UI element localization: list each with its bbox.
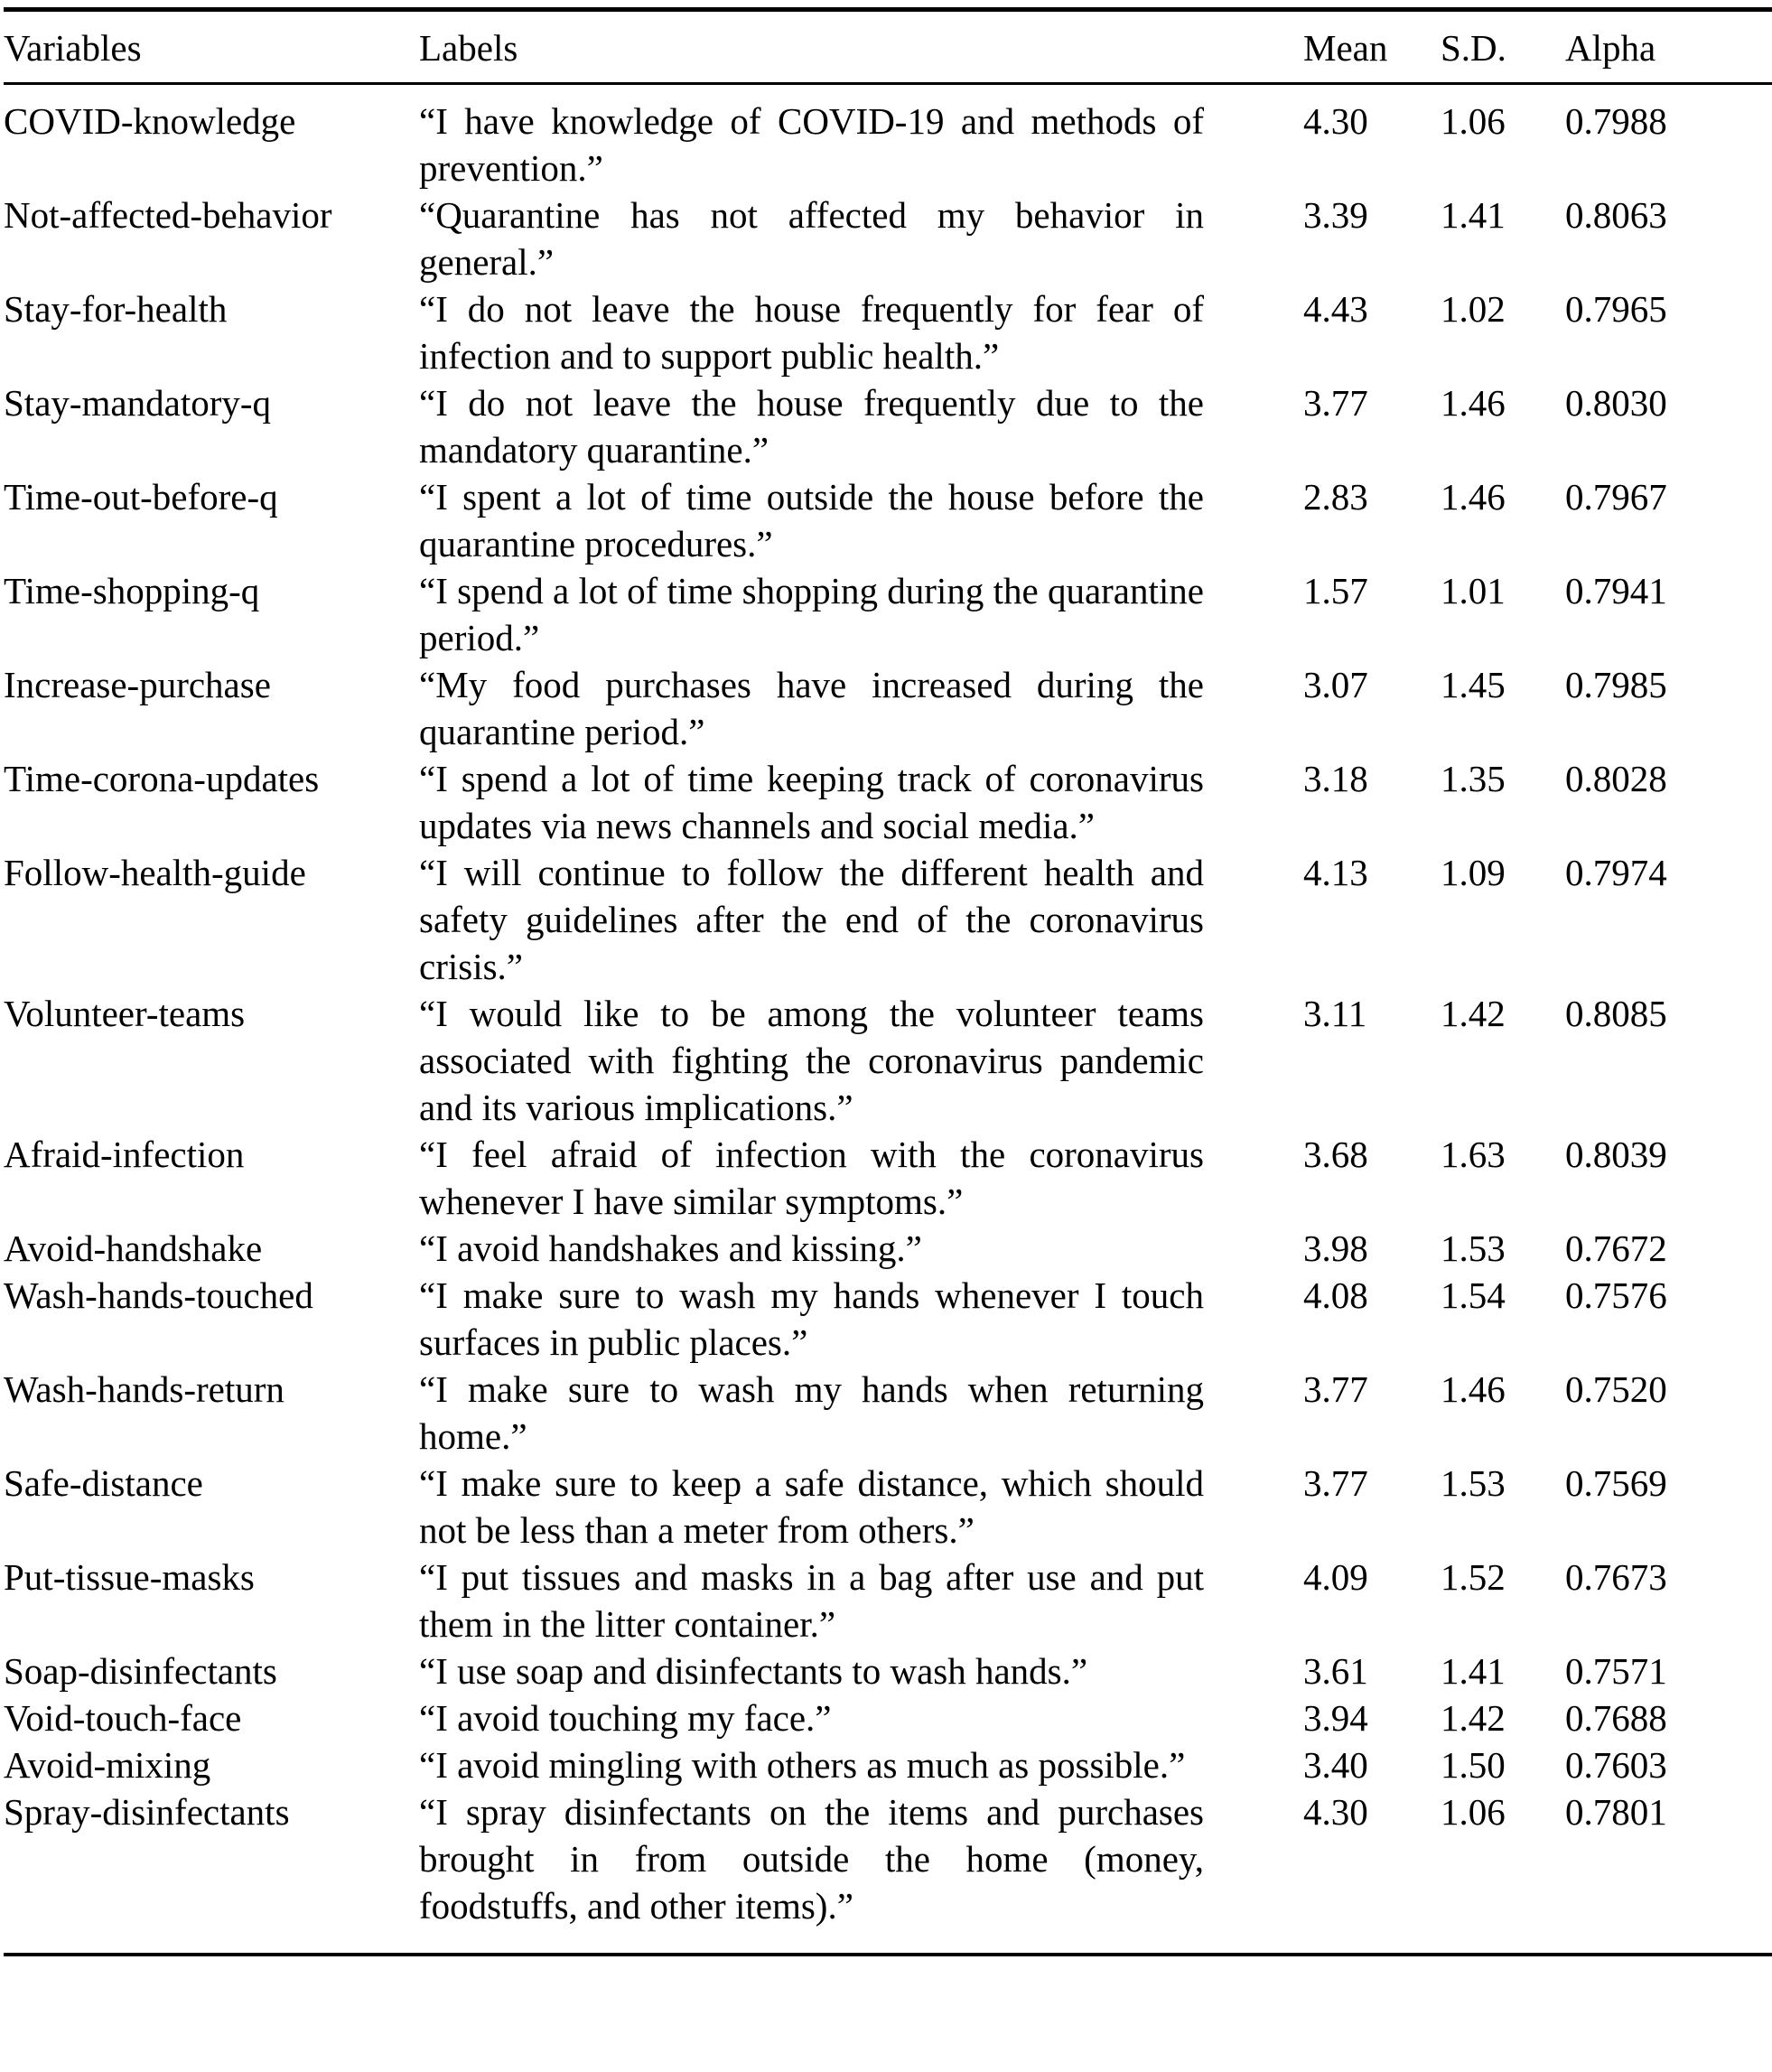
sd-cell: 1.41 [1441, 1650, 1506, 1692]
table-row [4, 1131, 1772, 1225]
table-row [4, 1741, 1772, 1788]
sd-cell: 1.35 [1441, 758, 1506, 799]
sd-cell: 1.06 [1441, 1791, 1506, 1833]
label-cell: “I spend a lot of time keeping track of coronavirus updates via news channels and social media.” [419, 758, 1204, 846]
sd-cell: 1.42 [1441, 1697, 1506, 1739]
label-cell: “I do not leave the house frequently due to the mandatory quarantine.” [419, 382, 1204, 471]
table-row [4, 473, 1772, 567]
label-cell: “I spend a lot of time shopping during the quarantine period.” [419, 570, 1204, 658]
sd-cell: 1.53 [1441, 1462, 1506, 1504]
mean-cell: 3.77 [1303, 382, 1368, 424]
table-row [4, 849, 1772, 990]
label-cell: “I would like to be among the volunteer teams associated with fighting the coronavirus pandemic and its various implications.” [419, 993, 1204, 1128]
mean-cell: 4.30 [1303, 100, 1368, 142]
alpha-cell: 0.7576 [1565, 1274, 1667, 1316]
sd-cell: 1.54 [1441, 1274, 1506, 1316]
sd-cell: 1.01 [1441, 570, 1506, 611]
variable-cell: Avoid-mixing [4, 1744, 211, 1786]
alpha-cell: 0.7974 [1565, 852, 1667, 893]
table-row [4, 990, 1772, 1131]
col-header-variables: Variables [4, 10, 419, 84]
mean-cell: 3.61 [1303, 1650, 1368, 1692]
sd-cell: 1.41 [1441, 194, 1506, 236]
variable-cell: Increase-purchase [4, 664, 271, 705]
sd-cell: 1.45 [1441, 664, 1506, 705]
label-cell: “I make sure to wash my hands whenever I touch surfaces in public places.” [419, 1274, 1204, 1363]
mean-cell: 3.40 [1303, 1744, 1368, 1786]
mean-cell: 3.77 [1303, 1462, 1368, 1504]
mean-cell: 3.18 [1303, 758, 1368, 799]
table-row [4, 285, 1772, 379]
table-row [4, 1272, 1772, 1366]
variable-cell: COVID-knowledge [4, 100, 296, 142]
variable-cell: Void-touch-face [4, 1697, 242, 1739]
label-cell: “I have knowledge of COVID-19 and methods of prevention.” [419, 100, 1204, 189]
label-cell: “I make sure to wash my hands when returning home.” [419, 1368, 1204, 1457]
table-row [4, 379, 1772, 473]
alpha-cell: 0.7988 [1565, 100, 1667, 142]
mean-cell: 2.83 [1303, 476, 1368, 518]
table-row [4, 661, 1772, 755]
variable-cell: Not-affected-behavior [4, 194, 332, 236]
sd-cell: 1.46 [1441, 382, 1506, 424]
mean-cell: 3.77 [1303, 1368, 1368, 1410]
sd-cell: 1.46 [1441, 1368, 1506, 1410]
variable-cell: Stay-mandatory-q [4, 382, 272, 424]
label-cell: “I put tissues and masks in a bag after use and put them in the litter container.” [419, 1556, 1204, 1645]
label-cell: “I avoid mingling with others as much as possible.” [419, 1744, 1186, 1786]
table-row [4, 1460, 1772, 1554]
label-cell: “I use soap and disinfectants to wash hands.” [419, 1650, 1088, 1692]
alpha-cell: 0.7688 [1565, 1697, 1667, 1739]
sd-cell: 1.46 [1441, 476, 1506, 518]
alpha-cell: 0.8063 [1565, 194, 1667, 236]
mean-cell: 3.98 [1303, 1227, 1368, 1269]
variable-cell: Wash-hands-return [4, 1368, 284, 1410]
variable-cell: Follow-health-guide [4, 852, 306, 893]
variable-cell: Time-corona-updates [4, 758, 320, 799]
mean-cell: 3.07 [1303, 664, 1368, 705]
alpha-cell: 0.7967 [1565, 476, 1667, 518]
alpha-cell: 0.8028 [1565, 758, 1667, 799]
table-header-row [4, 10, 1772, 84]
descriptive-statistics-table [4, 7, 1772, 1956]
table-row [4, 1647, 1772, 1694]
table-row [4, 567, 1772, 661]
alpha-cell: 0.7941 [1565, 570, 1667, 611]
table-row [4, 1788, 1772, 1955]
label-cell: “I will continue to follow the different health and safety guidelines after the end of the coronavirus crisis.” [419, 852, 1204, 987]
alpha-cell: 0.7965 [1565, 288, 1667, 330]
label-cell: “I avoid handshakes and kissing.” [419, 1227, 922, 1269]
sd-cell: 1.52 [1441, 1556, 1506, 1598]
col-header-sd: S.D. [1441, 10, 1565, 84]
alpha-cell: 0.8039 [1565, 1134, 1667, 1175]
variable-cell: Volunteer-teams [4, 993, 246, 1034]
variable-cell: Stay-for-health [4, 288, 228, 330]
col-header-labels: Labels [419, 10, 1303, 84]
mean-cell: 4.09 [1303, 1556, 1368, 1598]
variable-cell: Avoid-handshake [4, 1227, 263, 1269]
alpha-cell: 0.7571 [1565, 1650, 1667, 1692]
alpha-cell: 0.8085 [1565, 993, 1667, 1034]
table-row [4, 1366, 1772, 1460]
mean-cell: 4.08 [1303, 1274, 1368, 1316]
alpha-cell: 0.7801 [1565, 1791, 1667, 1833]
label-cell: “My food purchases have increased during the quarantine period.” [419, 664, 1204, 752]
label-cell: “I spray disinfectants on the items and purchases brought in from outside the home (money, foodstuffs, and other items).” [419, 1791, 1204, 1927]
sd-cell: 1.06 [1441, 100, 1506, 142]
label-cell: “Quarantine has not affected my behavior in general.” [419, 194, 1204, 283]
col-header-alpha: Alpha [1565, 10, 1772, 84]
table-body [4, 84, 1772, 1955]
alpha-cell: 0.8030 [1565, 382, 1667, 424]
variable-cell: Spray-disinfectants [4, 1791, 290, 1833]
mean-cell: 3.68 [1303, 1134, 1368, 1175]
alpha-cell: 0.7985 [1565, 664, 1667, 705]
table-row [4, 755, 1772, 849]
label-cell: “I avoid touching my face.” [419, 1697, 832, 1739]
table-row [4, 84, 1772, 192]
variable-cell: Wash-hands-touched [4, 1274, 313, 1316]
mean-cell: 4.13 [1303, 852, 1368, 893]
table-row [4, 1554, 1772, 1647]
alpha-cell: 0.7569 [1565, 1462, 1667, 1504]
mean-cell: 4.30 [1303, 1791, 1368, 1833]
mean-cell: 1.57 [1303, 570, 1368, 611]
variable-cell: Soap-disinfectants [4, 1650, 277, 1692]
alpha-cell: 0.7673 [1565, 1556, 1667, 1598]
mean-cell: 4.43 [1303, 288, 1368, 330]
label-cell: “I feel afraid of infection with the coronavirus whenever I have similar symptoms.” [419, 1134, 1204, 1222]
alpha-cell: 0.7520 [1565, 1368, 1667, 1410]
variable-cell: Afraid-infection [4, 1134, 245, 1175]
sd-cell: 1.09 [1441, 852, 1506, 893]
table-row [4, 191, 1772, 285]
mean-cell: 3.94 [1303, 1697, 1368, 1739]
sd-cell: 1.63 [1441, 1134, 1506, 1175]
variable-cell: Safe-distance [4, 1462, 203, 1504]
sd-cell: 1.42 [1441, 993, 1506, 1034]
variable-cell: Time-out-before-q [4, 476, 278, 518]
col-header-mean: Mean [1303, 10, 1441, 84]
mean-cell: 3.11 [1303, 993, 1367, 1034]
table-row [4, 1225, 1772, 1272]
sd-cell: 1.53 [1441, 1227, 1506, 1269]
alpha-cell: 0.7603 [1565, 1744, 1667, 1786]
sd-cell: 1.50 [1441, 1744, 1506, 1786]
sd-cell: 1.02 [1441, 288, 1506, 330]
variable-cell: Put-tissue-masks [4, 1556, 255, 1598]
variable-cell: Time-shopping-q [4, 570, 260, 611]
label-cell: “I make sure to keep a safe distance, which should not be less than a meter from others.” [419, 1462, 1204, 1551]
label-cell: “I do not leave the house frequently for fear of infection and to support public health.” [419, 288, 1204, 377]
table-row [4, 1694, 1772, 1741]
label-cell: “I spent a lot of time outside the house before the quarantine procedures.” [419, 476, 1204, 565]
alpha-cell: 0.7672 [1565, 1227, 1667, 1269]
mean-cell: 3.39 [1303, 194, 1368, 236]
